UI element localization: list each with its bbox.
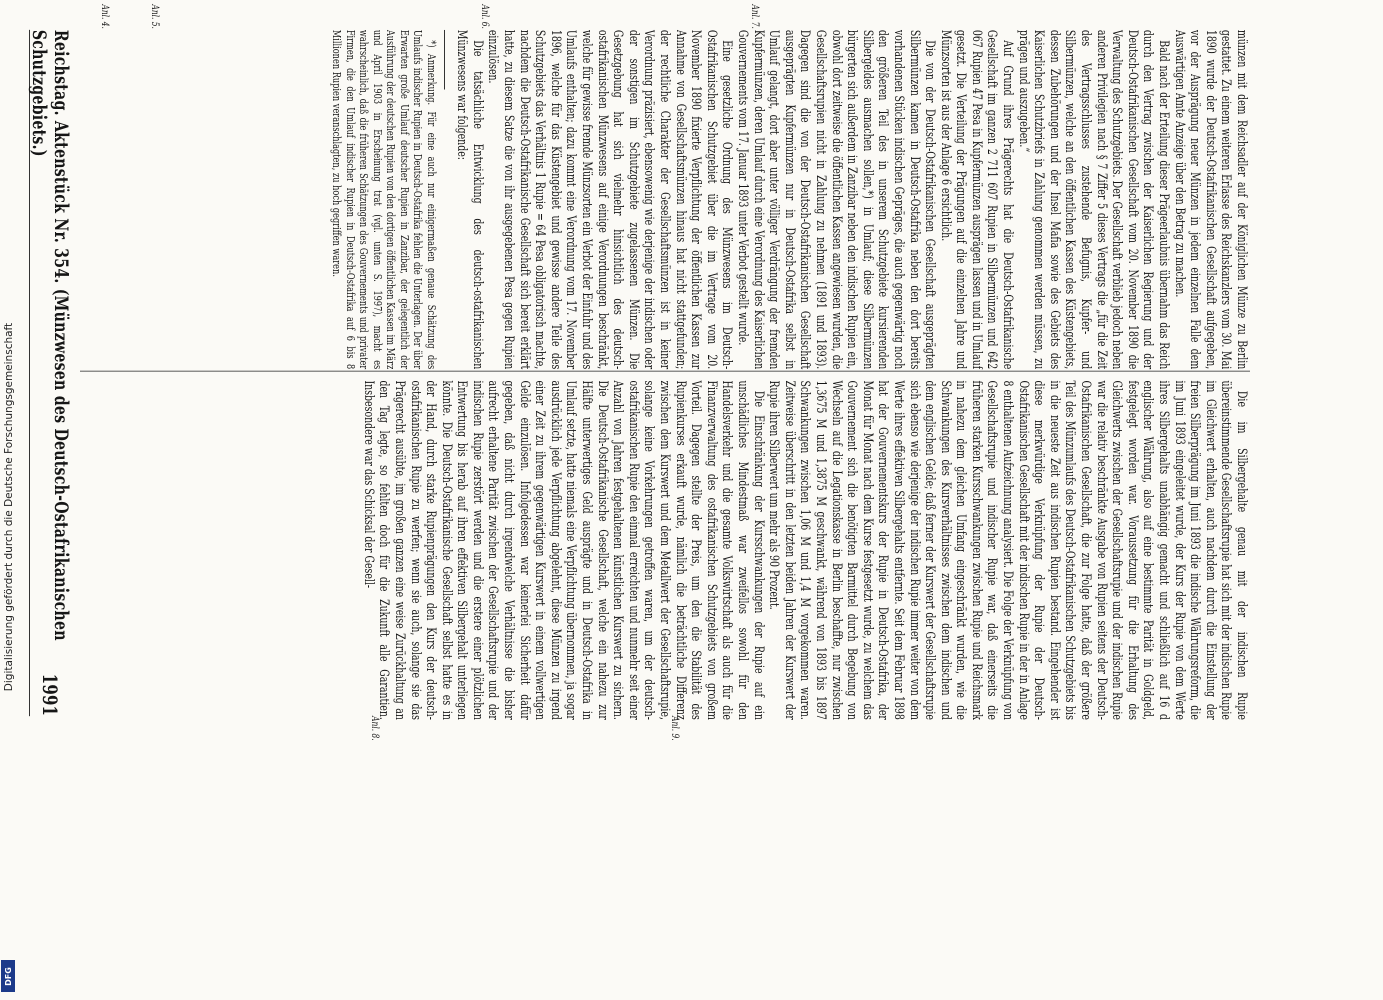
rotated-page: [20, 0, 1360, 746]
paragraph: Die von der Deutsch-Ostafrikanischen Gesellschaft ausgeprägten Silbermünzen kamen in Deutsch-Ostafrika neben den dort bereits vorhandenen Stücken indischen Gepräges, die auch gegenwärtig noch den größeren Teil des in unserem Schutzgebiete kursierenden Silbergeldes ausmachen sollen,*) in Umlauf; diese Silbermünzen bürgerten sich außerdem in Zanzibar neben den indischen Rupien ein, obwohl dort zeitweise die öffentlichen Kassen angewiesen wurden, die Gesellschaftsrupien nicht in Zahlung zu nehmen (1891 und 1893). Dagegen sind die von der Deutsch-Ostafrikanischen Gesellschaft ausgeprägten Kupfermünzen nur in Deutsch-Ostafrika selbst in Umlauf gelangt, dort aber unter völliger Verdrängung der fremden Kupfermünzen, deren Umlauf durch eine Verordnung des Kaiserlichen Gouvernements vom 17. Januar 1893 unter Verbot gestellt wurde.: [736, 29, 939, 370]
column-divider: [80, 371, 1250, 372]
footnote-rule: [444, 30, 445, 90]
paragraph: Die im Silbergehalte genau mit der indischen Rupie übereinstimmende Gesellschaftsrupie hat sich mit der indischen Rupie im Gleichwert erhalten, auch nachdem durch die Einstellung der freien Silberprägung im Juni 1893 die indische Währungsreform, die im Juni 1893 eingeleitet wurde, der Kurs der Rupie von dem Werte ihres Silbergehalts unabhängig gemacht und schließlich auf 16 d englischer Währung, also auf eine bestimmte Parität in Goldgeld, festgelegt worden war. Voraussetzung für die Erhaltung des Gleichwerts zwischen der Gesellschaftsrupie und der indischen Rupie war die relativ beschränkte Ausgabe von Rupien seitens der Deutsch-Ostafrikanischen Gesellschaft, die zur Folge hatte, daß der größere Teil des Münzumlaufs des Deutsch-Ostafrikanischen Schutzgebiets bis in die neueste Zeit aus indischen Rupien bestand. Eingehender ist diese merkwürdige Verknüpfung der Rupie der Deutsch-Ostafrikanischen Gesellschaft mit der indischen Rupie in der in Anlage 8 enthaltenen Aufzeichnung analysiert. Die Folge der Verknüpfung von Gesellschaftsrupie und indischer Rupie war, daß einerseits die früheren starken Kursschwankungen zwischen Rupie und Reichsmark in nahezu dem gleichen Umfang eingeschränkt wurden, wie die Schwankungen des Kursverhältnisses zwischen dem indischen und dem englischen Gelde; daß ferner der Kurswert der Gesellschaftsrupie sich ebenso wie derjenige der indischen Rupie immer weiter von dem Werte ihres effektiven Silbergehalts entfernte. Seit dem Februar 1898 hat der Gouvernementskurs der Rupie in Deutsch-Ostafrika, der Monat für Monat nach dem Kurse festgesetzt wurde, zu welchem das Gouvernement sich die benötigten Barmittel durch Begebung von Wechseln auf die Legationskasse in Berlin beschaffte, nur zwischen 1,3675 M und 1,3875 M geschwankt, während von 1893 bis 1897 Schwankungen zwischen 1,06 M und 1,4 M vorgekommen waren. Zeitweise überschritt in den letzten beiden Jahren der Kurswert der Rupie ihren Silberwert um mehr als 90 Prozent.: [767, 380, 1250, 720]
page-title: Reichstag. Aktenstück Nr. 354. (Münzwesen des Deutsch-Ostafrikanischen Schutzgebiets.): [28, 29, 72, 641]
margin-note: Anl. 6.: [479, 4, 490, 29]
margin-note: Anl. 7.: [749, 4, 760, 29]
paragraph: Auf Grund ihres Prägerechts hat die Deutsch-Ostafrikanische Gesellschaft im ganzen 2 711 607 Rupien in Silbermünzen und 642 067 Rupien 47 Pesa in Kupfermünzen ausprägen lassen und in Umlauf gesetzt. Die Verteilung der Prägungen auf die einzelnen Jahre und Münzsorten ist aus der Anlage 6 ersichtlich.: [938, 29, 1017, 370]
paragraph: Die Einschränkung der Kursschwankungen der Rupie auf ein unschädliches Mindestmaß war zweifellos sowohl für den Handelsverkehr und die gesamte Volkswirtschaft als auch für die Finanzverwaltung des ostafrikanischen Schutzgebiets von großem Vorteil. Dagegen stellte der Preis, um den die Stabilität des Rupienkurses erkauft wurde, nämlich die beträchtliche Differenz zwischen dem Kurswert und dem Metallwert der Gesellschaftsrupie, solange keine Vorkehrungen getroffen waren, um der deutsch-ostafrikanischen Rupie den einmal erreichten und nunmehr seit einer Anzahl von Jahren festgehaltenen künstlichen Kurswert zu sichern. Die Deutsch-Ostafrikanische Gesellschaft, welche ein nahezu zur Hälfte unterwertiges Geld ausprägte und in Deutsch-Ostafrika in Umlauf setzte, hatte niemals eine Verpflichtung übernommen, ja sogar ausdrücklich jede Verpflichtung abgelehnt, diese Münzen zu irgend einer Zeit zu ihrem gegenwärtigen Kurswert in einem vollwertigen Gelde einzulösen. Infolgedessen war keinerlei Sicherheit dafür gegeben, daß nicht durch irgendwelche Verhältnisse die bisher aufrecht erhaltene Parität zwischen der Gesellschaftsrupie und der indischen Rupie zerstört werden und die erstere einer plötzlichen Entwertung bis herab auf ihren effektiven Silbergehalt unterliegen könnte. Die Deutsch-Ostafrikanische Gesellschaft selbst hatte es in der Hand, durch starke Rupienprägungen den Kurs der deutsch-ostafrikanischen Rupie zu werfen; wenn sie auch, solange sie das Prägerecht ausübte, im großen ganzen eine weise Zurückhaltung an den Tag legte, so fehlten doch für die Zukunft alle Garantien. Insbesondere war das Schicksal der Gesell-: [361, 380, 767, 720]
stamp-text: Digitalisierung gefördert durch die Deutsche Forschungsgemeinschaft: [3, 322, 15, 692]
left-column: [80, 30, 1250, 369]
paragraph: münzen mit dem Reichsadler auf der Königlichen Münze zu Berlin gestattet. Zu einem weiteren Erlasse des Reichskanzlers vom 30. Mai 1890 wurde der Deutsch-Ostafrikanischen Gesellschaft aufgegeben, vor der Ausprägung neuer Münzen in jedem einzelnen Falle dem Auswärtigen Amte Anzeige über den Betrag zu machen.: [1172, 29, 1250, 370]
page-header: [29, 30, 70, 716]
right-column: [80, 380, 1250, 719]
paragraph: Eine gesetzliche Ordnung des Münzwesens im Deutsch-Ostafrikanischen Schutzgebiet über die im Vertrage vom 20. November 1890 fixierte Verpflichtung der öffentlichen Kassen zur Annahme von Gesellschaftsmünzen hinaus hat nicht stattgefunden; der rechtliche Charakter der Gesellschaftsmünzen ist in keiner Verordnung präzisiert, ebensowenig wie derjenige der indischen oder der sonstigen im Schutzgebiete zugelassenen Münzen. Die Gesetzgebung hat sich vielmehr hinsichtlich des deutsch-ostafrikanischen Münzwesens auf einige Verordnungen beschränkt, welche für gewisse fremde Münzsorten ein Verbot der Einfuhr und des Umlaufs enthalten; dazu kommt eine Verordnung vom 17. November 1896, welche für das Küstengebiet und gewisse andere Teile des Schutzgebiets das Verhältnis 1 Rupie = 64 Pesa obligatorisch machte, nachdem die Deutsch-Ostafrikanische Gesellschaft sich bereit erklärt hatte, zu diesem Satze die von ihr ausgegebenen Pesa gegen Rupien einzulösen.: [486, 29, 736, 370]
margin-note: Anl. 8.: [369, 716, 380, 741]
margin-note: Anl. 9.: [669, 716, 680, 741]
margin-note: Anl. 5.: [149, 4, 160, 29]
dfg-logo-icon: DFG: [1, 960, 15, 992]
footnote: *) Anmerkung. Für eine auch nur einigermaßen genaue Schätzung des Umlaufs indischer Rupien in Deutsch-Ostafrika fehlen die Unterlagen. Der über Erwarten große Umlauf deutscher Rupien in Zanzibar, der gelegentlich der Ausführung der deutschen Rupien von den dortigen öffentlichen Kassen im März und April 1903 in Erscheinung trat (vgl. unten S. 1997), macht es wahrscheinlich, daß die früheren Schätzungen des Gouvernements und privater Firmen, die den Umlauf indischer Rupien in Deutsch-Ostafrika auf 6 bis 8 Millionen Rupien veranschlagten, zu hoch gegriffen waren.: [330, 29, 438, 370]
margin-note: Anl. 4.: [99, 4, 110, 29]
page-number: 1991: [38, 673, 62, 717]
paragraph: Bald nach der Erteilung dieser Prägeerlaubnis übernahm das Reich durch den Vertrag zwischen der Kaiserlichen Regierung und der Deutsch-Ostafrikanischen Gesellschaft vom 20. November 1890 die Verwaltung des Schutzgebiets. Der Gesellschaft verblieb jedoch neben anderen Privilegien nach § 7 Ziffer 5 dieses Vertrags die „für die Zeit des Vertragsschlusses zustehende Befugnis, Kupfer- und Silbermünzen, welche an den öffentlichen Kassen des Küstengebiets, dessen Zubehörungen und der Insel Mafia sowie des Gebiets des Kaiserlichen Schutzbriefs in Zahlung genommen werden müssen, zu prägen und auszugeben.“: [1016, 29, 1173, 370]
paragraph: Die tatsächliche Entwicklung des deutsch-ostafrikanischen Münzwesens war folgende:: [455, 29, 486, 370]
